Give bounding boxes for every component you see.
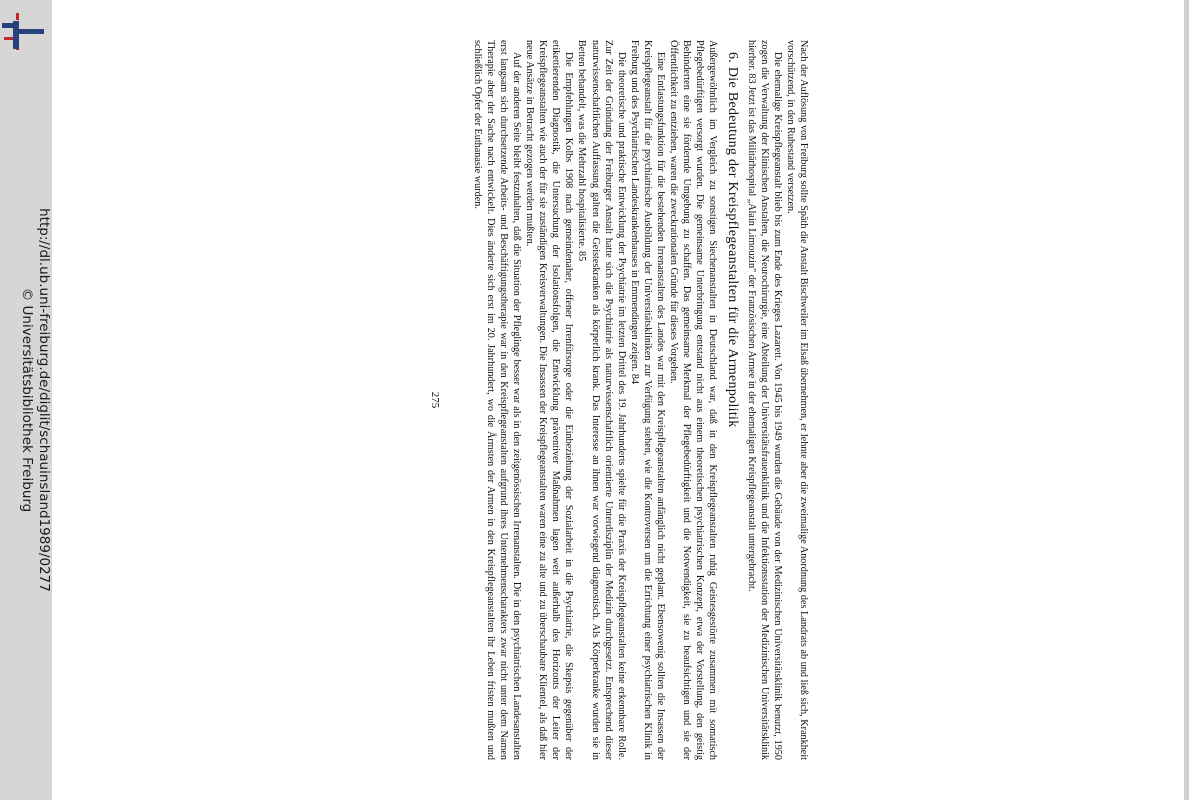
paragraph: Die theoretische und praktische Entwicklung der Psychiatrie im letzten Drittel des 19. Jahrhunderts spielte für die Praxis der Kreispflegeanstalten keine erkennbare Rolle. Zur Zeit der Gründung der Freiburger Anstalt hatte sich die Psychiatrie als naturwissenschaftlich orientierte Unterdisziplin der Medizin durchgesetzt. Entsprechend dieser naturwissenschaftlichen Auffassung galten die Geisteskranken als körperlich krank. Das Interesse an ihnen war vorwiegend diagnostisch. Als Körperkranke wurden sie in Betten behandelt, was die Mehrzahl hospitalisierte. 85 xyxy=(576,40,627,760)
source-info xyxy=(0,0,52,800)
page-number: 275 xyxy=(429,391,442,409)
copyright-notice: © Universitätsbibliothek Freiburg xyxy=(19,287,35,513)
paragraph: Auf der anderen Seite bleibt festzuhalten, daß die Situation der Pfleglinge besser war als in den zeitgenössischen Irrenanstalten. Die in den psychiatrischen Landesanstalten erst langsam sich durchsetzende Arbeits- und Beschäftigungstherapie war in den Kreispflegeanstalten aufgrund ihres Unternehmenscharakters zwar nicht unter dem Namen Therapie aber der Sache nach entwickelt. Dies änderte sich erst im 20. Jahrhundert, wo die Ärmsten der Armen in den Kreispflegeanstalten ihr Leben fristen mußten und schließlich Opfer der Euthanasie wurden. xyxy=(471,40,523,760)
paragraph: Außergewöhnlich im Vergleich zu sonstigen Siechenanstalten in Deutschland war, daß in den Kreispflegeanstalten ruhig Geistesgestörte zusammen mit somatisch Pflegebedürftigen versorgt wurden. Die gemeinsame Unterbringung entstand nicht aus einem theoretischen psychiatrischen Konzept, etwa der Vorstellung, den geistig Behinderten eine sie fördernde Umgebung zu schaffen. Das gemeinsame Merkmal der Pflegebedürftigkeit und die Notwendigkeit, sie zu beaufsichtigen und sie der Öffentlichkeit zu entziehen, waren die zweckrationalen Gründe für dieses Vorgehen. xyxy=(668,40,719,760)
paragraph: Nach der Auflösung von Freiburg sollte Späth die Anstalt Bischweiler im Elsaß übernehmen, er lehnte aber die zweimalige Anordnung des Landrats ab und ließ sich, Krankheit vorschützend, in den Ruhestand versetzen. xyxy=(784,40,809,760)
paragraph: Die ehemalige Kreispflegeanstalt blieb bis zum Ende des Krieges Lazarett. Von 1945 bis 1949 wurden die Gebäude von der Medizinischen Universitätsklinik benutzt, 1950 zogen die Verwaltung der Klinischen Anstalten, die Neurochirurgie, eine Abteilung der Universitätsfrauenklinik und die Infektionsstation der Medizinischen Universitätsklinik hierher. 83 Jetzt ist das Militärhospital „Alain Limouzin" der Französischen Armee in der ehemaligen Kreispflegeanstalt untergebracht. xyxy=(745,40,783,760)
scrollbar[interactable] xyxy=(1184,0,1189,800)
paragraph: Eine Entlastungsfunktion für die bestehenden Irrenanstalten des Landes war mit den Kreispflegeanstalten anfänglich nicht geplant. Ebensowenig sollten die Insassen der Kreispflegeanstalt für die psychiatrische Ausbildung der Universitätskliniken zur Verfügung stehen, wie die Kontroversen um die Errichtung einer psychiatrischen Klinik in Freiburg und des Psychiatrischen Landeskrankenhauses in Emmendingen zeigen. 84 xyxy=(628,40,667,760)
section-heading: 6. Die Bedeutung der Kreispflegeanstalten für die Armenpolitik xyxy=(724,52,740,428)
paragraph: Die Empfehlungen Kolbs 1908 nach gemeindenaher, offener Irrenfürsorge oder die Einbeziehung der Sozialarbeit in die Psychiatrie, die Skepsis gegenüber der etikettierenden Diagnostik, die Untersuchung der Isolationsfolgen, die Entwicklung präventiver Maßnahmen lagen weit außerhalb des Horizonts der Leiter der Kreispflegeanstalten wie auch der für sie zuständigen Kreisverwaltungen. Die Insassen der Kreispflegeanstalten waren eine zu alte und zu überschaubare Klientel, als daß hier neue Ansätze in Betracht gezogen werden mußten. xyxy=(524,40,575,760)
viewer-sidebar xyxy=(0,0,52,800)
book-page xyxy=(430,40,810,760)
source-url[interactable]: http://dl.ub.uni-freiburg.de/diglit/schauinsland1989/0277 xyxy=(36,208,52,592)
